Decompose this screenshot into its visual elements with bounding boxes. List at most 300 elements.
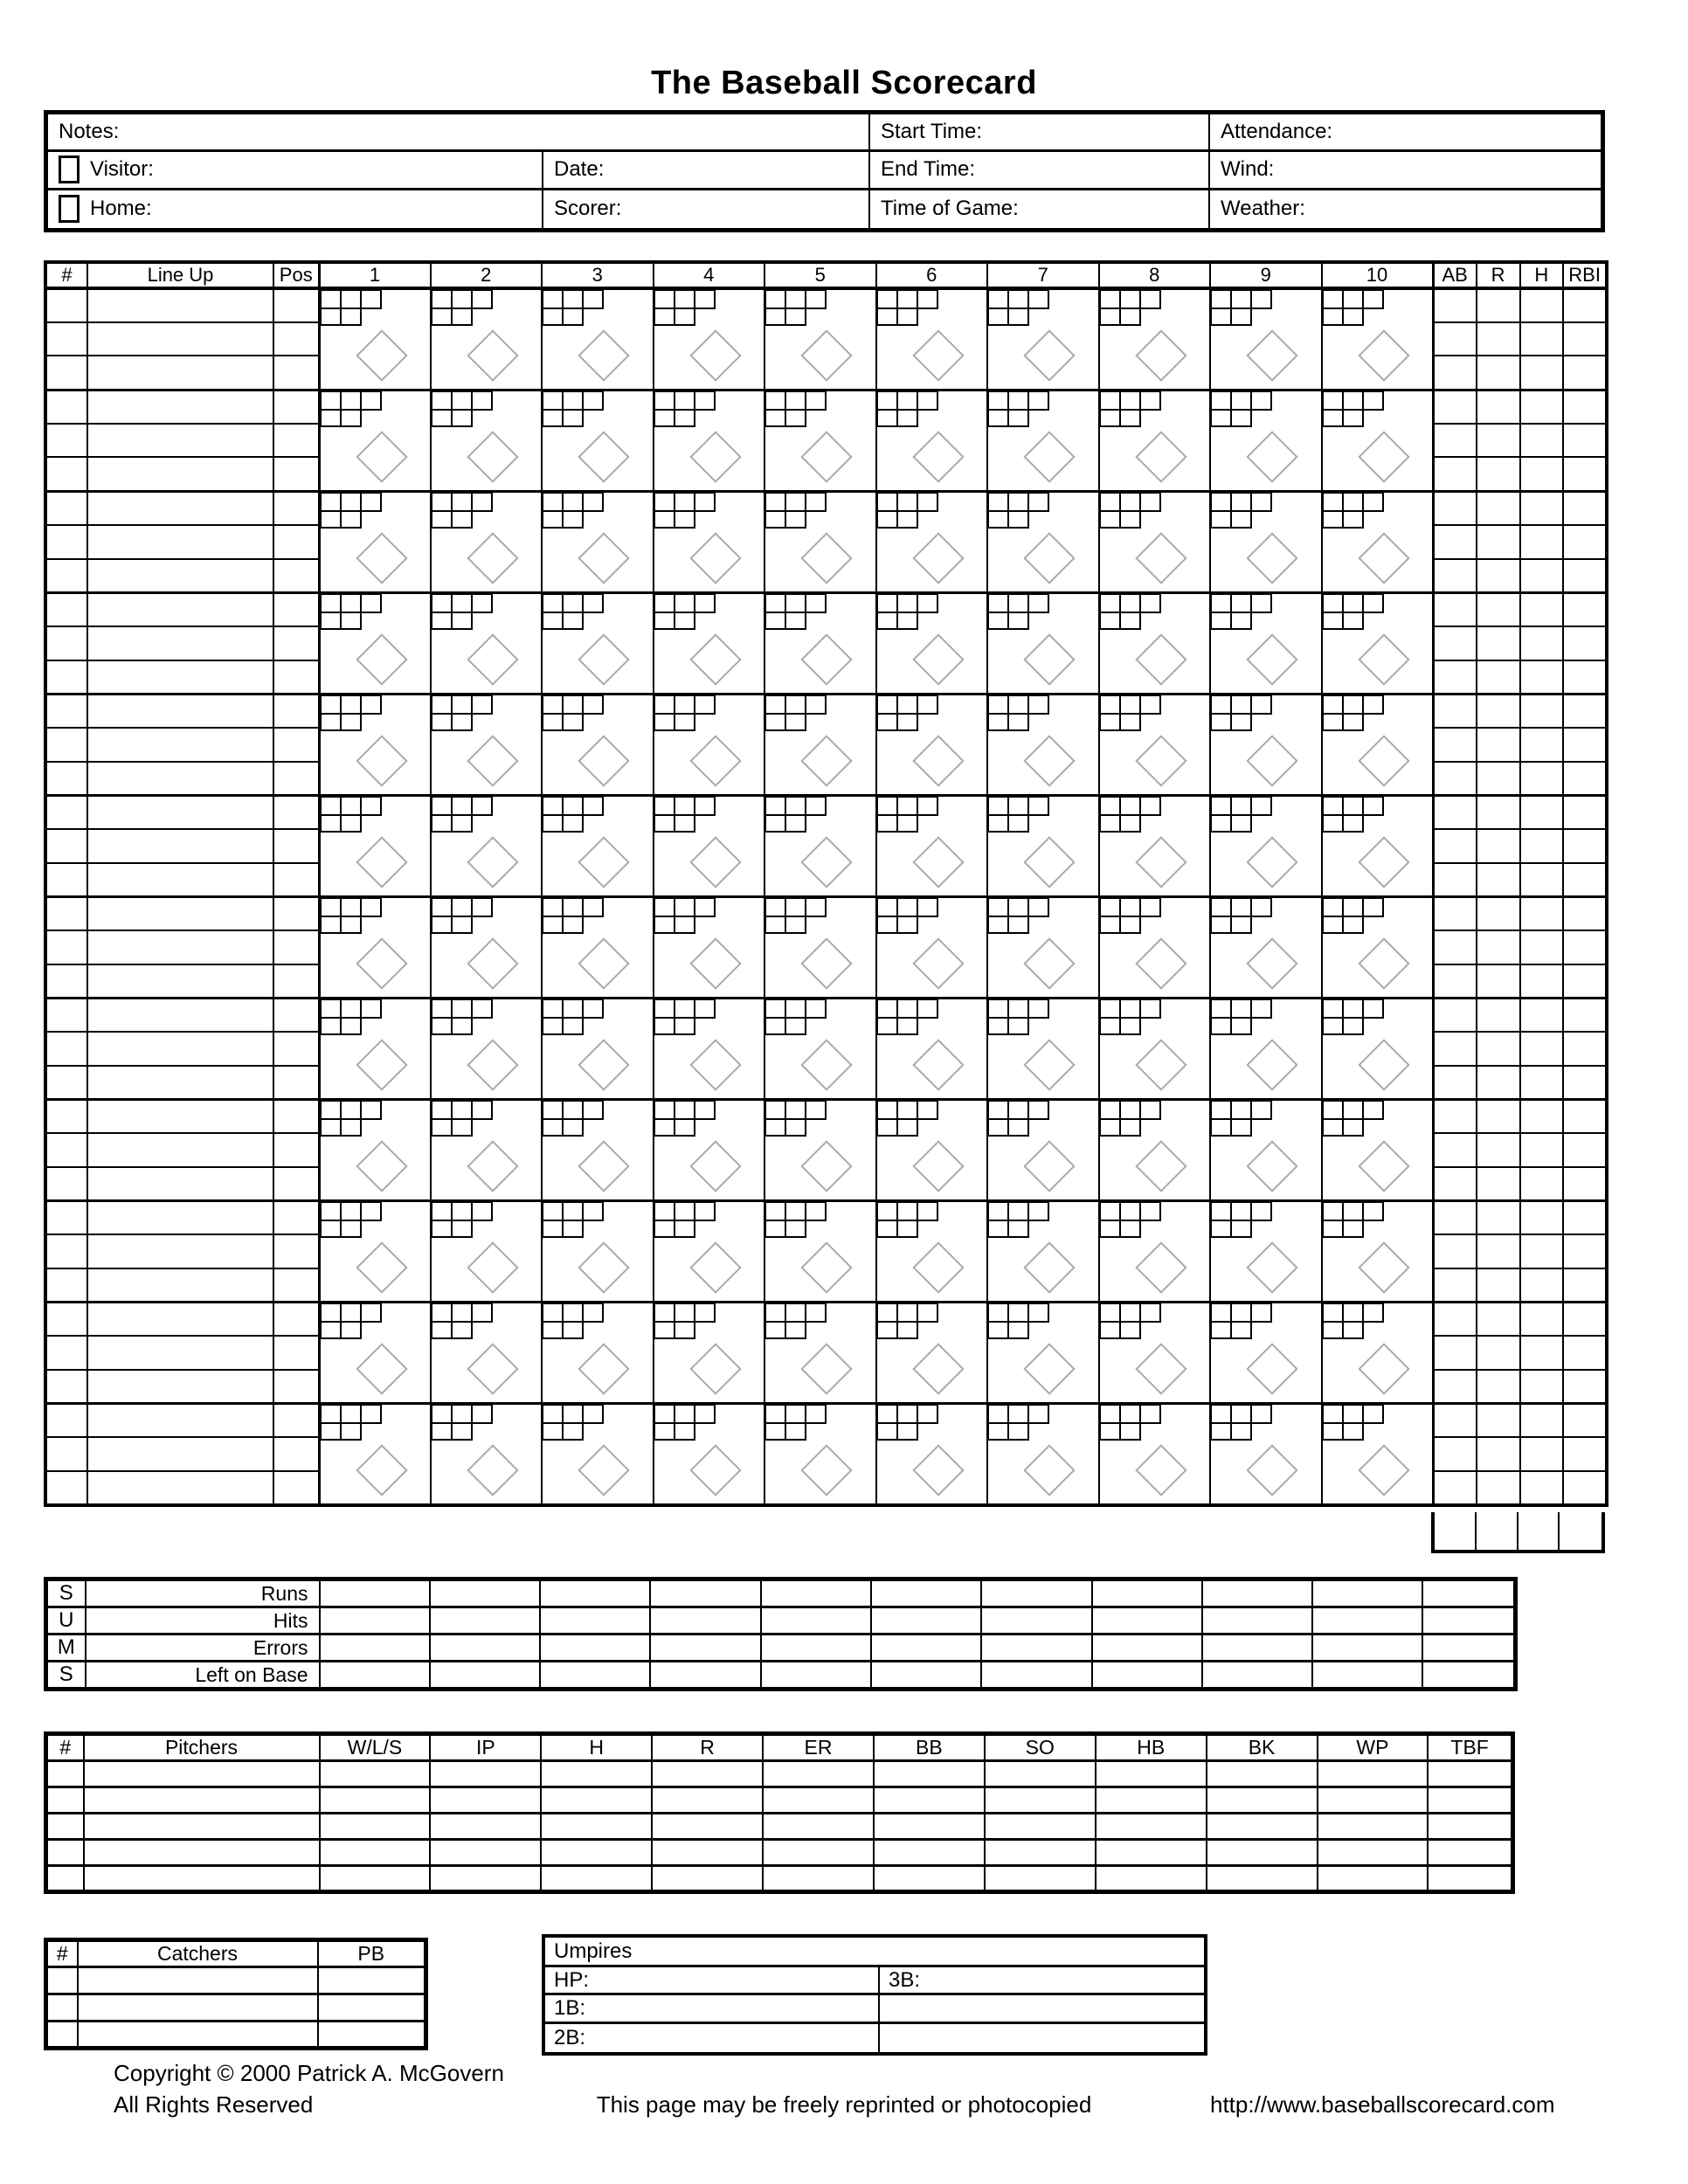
stat-cell[interactable] bbox=[1563, 1336, 1607, 1370]
player-number-cell[interactable] bbox=[45, 1032, 87, 1066]
inning-cell[interactable] bbox=[1099, 390, 1211, 491]
inning-cell[interactable] bbox=[1099, 491, 1211, 592]
pitch-count-grid[interactable] bbox=[654, 695, 715, 731]
player-number-cell[interactable] bbox=[45, 491, 87, 525]
player-number-cell[interactable] bbox=[45, 1234, 87, 1268]
pitch-count-grid[interactable] bbox=[876, 1404, 937, 1441]
scorer-field[interactable] bbox=[543, 190, 870, 228]
position-cell[interactable] bbox=[273, 1404, 319, 1438]
pitch-count-grid[interactable] bbox=[764, 593, 826, 630]
inning-cell[interactable] bbox=[431, 592, 543, 694]
stat-cell[interactable] bbox=[1433, 1437, 1477, 1471]
sum-cell[interactable] bbox=[430, 1607, 540, 1635]
player-number-cell[interactable] bbox=[45, 322, 87, 356]
position-cell[interactable] bbox=[273, 728, 319, 762]
stat-cell[interactable] bbox=[1477, 863, 1520, 897]
pitcher-cell[interactable] bbox=[430, 1840, 541, 1866]
stat-cell[interactable] bbox=[1477, 288, 1520, 322]
pitcher-cell[interactable] bbox=[320, 1761, 431, 1787]
stat-cell[interactable] bbox=[1477, 1404, 1520, 1438]
inning-cell[interactable] bbox=[1210, 1404, 1322, 1505]
stat-cell[interactable] bbox=[1433, 1370, 1477, 1404]
lineup-cell[interactable] bbox=[87, 288, 273, 322]
inning-cell[interactable] bbox=[319, 390, 431, 491]
position-cell[interactable] bbox=[273, 694, 319, 728]
player-number-cell[interactable] bbox=[45, 356, 87, 390]
stat-cell[interactable] bbox=[1563, 356, 1607, 390]
pitch-count-grid[interactable] bbox=[764, 999, 826, 1035]
pitch-count-grid[interactable] bbox=[1322, 695, 1383, 731]
lineup-cell[interactable] bbox=[87, 728, 273, 762]
pitch-count-grid[interactable] bbox=[431, 695, 492, 731]
sum-cell[interactable] bbox=[1092, 1635, 1202, 1662]
lineup-cell[interactable] bbox=[87, 1066, 273, 1100]
pitch-count-grid[interactable] bbox=[1210, 289, 1271, 326]
sum-cell[interactable] bbox=[1202, 1635, 1312, 1662]
pitch-count-grid[interactable] bbox=[542, 796, 603, 833]
inning-cell[interactable] bbox=[876, 1303, 988, 1404]
stat-total-cell[interactable] bbox=[1560, 1512, 1602, 1550]
pitcher-cell[interactable] bbox=[1096, 1761, 1207, 1787]
inning-cell[interactable] bbox=[1210, 998, 1322, 1099]
player-number-cell[interactable] bbox=[45, 863, 87, 897]
pitcher-cell[interactable] bbox=[1207, 1814, 1318, 1840]
pitcher-cell[interactable] bbox=[320, 1787, 431, 1814]
inning-cell[interactable] bbox=[987, 998, 1099, 1099]
inning-cell[interactable] bbox=[1099, 1201, 1211, 1303]
stat-cell[interactable] bbox=[1520, 1234, 1564, 1268]
pitch-count-grid[interactable] bbox=[876, 695, 937, 731]
pitch-count-grid[interactable] bbox=[987, 289, 1048, 326]
sum-cell[interactable] bbox=[430, 1635, 540, 1662]
pitch-count-grid[interactable] bbox=[431, 1201, 492, 1238]
stat-cell[interactable] bbox=[1520, 1167, 1564, 1201]
sum-cell[interactable] bbox=[871, 1579, 981, 1607]
inning-cell[interactable] bbox=[1210, 288, 1322, 390]
inning-cell[interactable] bbox=[987, 795, 1099, 896]
pitch-count-grid[interactable] bbox=[320, 796, 381, 833]
pitch-count-grid[interactable] bbox=[1322, 1404, 1383, 1441]
stat-cell[interactable] bbox=[1520, 457, 1564, 491]
stat-cell[interactable] bbox=[1563, 1303, 1607, 1337]
position-cell[interactable] bbox=[273, 964, 319, 999]
pitcher-cell[interactable] bbox=[874, 1866, 985, 1892]
pitch-count-grid[interactable] bbox=[764, 1100, 826, 1137]
catcher-cell[interactable] bbox=[318, 2022, 426, 2049]
stat-cell[interactable] bbox=[1563, 1201, 1607, 1235]
lineup-cell[interactable] bbox=[87, 1336, 273, 1370]
pitch-count-grid[interactable] bbox=[764, 289, 826, 326]
stat-cell[interactable] bbox=[1563, 288, 1607, 322]
stat-cell[interactable] bbox=[1433, 1133, 1477, 1167]
inning-cell[interactable] bbox=[654, 795, 765, 896]
pitch-count-grid[interactable] bbox=[431, 289, 492, 326]
pitch-count-grid[interactable] bbox=[987, 1201, 1048, 1238]
inning-cell[interactable] bbox=[876, 592, 988, 694]
position-cell[interactable] bbox=[273, 1437, 319, 1471]
lineup-cell[interactable] bbox=[87, 863, 273, 897]
inning-cell[interactable] bbox=[319, 998, 431, 1099]
pitch-count-grid[interactable] bbox=[764, 1201, 826, 1238]
inning-cell[interactable] bbox=[987, 1303, 1099, 1404]
home-field[interactable] bbox=[48, 190, 543, 228]
pitch-count-grid[interactable] bbox=[987, 796, 1048, 833]
stat-cell[interactable] bbox=[1520, 626, 1564, 660]
player-number-cell[interactable] bbox=[45, 626, 87, 660]
pitch-count-grid[interactable] bbox=[320, 1100, 381, 1137]
inning-cell[interactable] bbox=[319, 592, 431, 694]
pitch-count-grid[interactable] bbox=[876, 1100, 937, 1137]
player-number-cell[interactable] bbox=[45, 930, 87, 964]
lineup-cell[interactable] bbox=[87, 829, 273, 863]
pitch-count-grid[interactable] bbox=[764, 695, 826, 731]
pitch-count-grid[interactable] bbox=[320, 390, 381, 427]
stat-cell[interactable] bbox=[1520, 930, 1564, 964]
catcher-cell[interactable] bbox=[46, 1967, 78, 1994]
pitch-count-grid[interactable] bbox=[1099, 796, 1160, 833]
player-number-cell[interactable] bbox=[45, 964, 87, 999]
sum-cell[interactable] bbox=[650, 1635, 760, 1662]
umpire-3b-field[interactable] bbox=[880, 1967, 1204, 1995]
stat-cell[interactable] bbox=[1563, 1032, 1607, 1066]
inning-cell[interactable] bbox=[764, 390, 876, 491]
stat-cell[interactable] bbox=[1520, 322, 1564, 356]
stat-cell[interactable] bbox=[1433, 795, 1477, 829]
lineup-cell[interactable] bbox=[87, 998, 273, 1032]
lineup-cell[interactable] bbox=[87, 390, 273, 424]
pitch-count-grid[interactable] bbox=[1322, 492, 1383, 529]
pitch-count-grid[interactable] bbox=[1099, 1100, 1160, 1137]
stat-cell[interactable] bbox=[1563, 1370, 1607, 1404]
pitcher-cell[interactable] bbox=[1207, 1866, 1318, 1892]
lineup-cell[interactable] bbox=[87, 626, 273, 660]
player-number-cell[interactable] bbox=[45, 1133, 87, 1167]
inning-cell[interactable] bbox=[319, 1404, 431, 1505]
inning-cell[interactable] bbox=[1322, 896, 1434, 998]
player-number-cell[interactable] bbox=[45, 1437, 87, 1471]
stat-cell[interactable] bbox=[1433, 1234, 1477, 1268]
catcher-cell[interactable] bbox=[46, 1994, 78, 2022]
pitch-count-grid[interactable] bbox=[654, 796, 715, 833]
position-cell[interactable] bbox=[273, 1032, 319, 1066]
pitcher-cell[interactable] bbox=[985, 1814, 1096, 1840]
lineup-cell[interactable] bbox=[87, 1437, 273, 1471]
position-cell[interactable] bbox=[273, 1370, 319, 1404]
pitch-count-grid[interactable] bbox=[654, 492, 715, 529]
stat-cell[interactable] bbox=[1477, 660, 1520, 695]
pitcher-cell[interactable] bbox=[320, 1840, 431, 1866]
stat-cell[interactable] bbox=[1477, 1336, 1520, 1370]
stat-cell[interactable] bbox=[1433, 1471, 1477, 1505]
inning-cell[interactable] bbox=[319, 491, 431, 592]
sum-cell[interactable] bbox=[650, 1607, 760, 1635]
umpire-blank-cell[interactable] bbox=[880, 1995, 1204, 2023]
stat-cell[interactable] bbox=[1520, 1268, 1564, 1303]
pitcher-cell[interactable] bbox=[1207, 1840, 1318, 1866]
lineup-cell[interactable] bbox=[87, 322, 273, 356]
inning-cell[interactable] bbox=[1210, 592, 1322, 694]
stat-cell[interactable] bbox=[1520, 1201, 1564, 1235]
stat-cell[interactable] bbox=[1477, 998, 1520, 1032]
sum-cell[interactable] bbox=[761, 1579, 871, 1607]
stat-cell[interactable] bbox=[1520, 356, 1564, 390]
player-number-cell[interactable] bbox=[45, 896, 87, 930]
inning-cell[interactable] bbox=[542, 1303, 654, 1404]
catcher-cell[interactable] bbox=[78, 1967, 318, 1994]
pitch-count-grid[interactable] bbox=[542, 1100, 603, 1137]
stat-cell[interactable] bbox=[1520, 525, 1564, 559]
sum-cell[interactable] bbox=[981, 1635, 1091, 1662]
sum-cell[interactable] bbox=[1422, 1579, 1515, 1607]
stat-cell[interactable] bbox=[1477, 424, 1520, 458]
inning-cell[interactable] bbox=[1322, 491, 1434, 592]
stat-cell[interactable] bbox=[1477, 322, 1520, 356]
inning-cell[interactable] bbox=[876, 998, 988, 1099]
visitor-field[interactable] bbox=[48, 152, 543, 190]
player-number-cell[interactable] bbox=[45, 525, 87, 559]
inning-cell[interactable] bbox=[431, 1404, 543, 1505]
pitch-count-grid[interactable] bbox=[1322, 1100, 1383, 1137]
player-number-cell[interactable] bbox=[45, 288, 87, 322]
stat-total-cell[interactable] bbox=[1477, 1512, 1519, 1550]
pitch-count-grid[interactable] bbox=[1099, 999, 1160, 1035]
inning-cell[interactable] bbox=[319, 1100, 431, 1201]
inning-cell[interactable] bbox=[654, 896, 765, 998]
stat-cell[interactable] bbox=[1477, 1032, 1520, 1066]
stat-cell[interactable] bbox=[1433, 1201, 1477, 1235]
stat-cell[interactable] bbox=[1520, 424, 1564, 458]
inning-cell[interactable] bbox=[431, 896, 543, 998]
inning-cell[interactable] bbox=[431, 694, 543, 795]
player-number-cell[interactable] bbox=[45, 694, 87, 728]
inning-cell[interactable] bbox=[876, 896, 988, 998]
player-number-cell[interactable] bbox=[45, 998, 87, 1032]
pitcher-cell[interactable] bbox=[1428, 1814, 1512, 1840]
inning-cell[interactable] bbox=[542, 896, 654, 998]
inning-cell[interactable] bbox=[542, 288, 654, 390]
inning-cell[interactable] bbox=[876, 288, 988, 390]
pitch-count-grid[interactable] bbox=[876, 897, 937, 934]
stat-cell[interactable] bbox=[1520, 863, 1564, 897]
position-cell[interactable] bbox=[273, 525, 319, 559]
lineup-cell[interactable] bbox=[87, 964, 273, 999]
pitcher-cell[interactable] bbox=[763, 1787, 874, 1814]
umpire-2b-field[interactable] bbox=[545, 2024, 880, 2052]
stat-cell[interactable] bbox=[1433, 829, 1477, 863]
pitcher-cell[interactable] bbox=[46, 1761, 84, 1787]
pitch-count-grid[interactable] bbox=[1099, 1303, 1160, 1339]
stat-cell[interactable] bbox=[1477, 762, 1520, 796]
pitch-count-grid[interactable] bbox=[542, 897, 603, 934]
stat-cell[interactable] bbox=[1477, 356, 1520, 390]
inning-cell[interactable] bbox=[987, 491, 1099, 592]
pitch-count-grid[interactable] bbox=[542, 289, 603, 326]
pitch-count-grid[interactable] bbox=[320, 1303, 381, 1339]
stat-cell[interactable] bbox=[1433, 322, 1477, 356]
lineup-cell[interactable] bbox=[87, 896, 273, 930]
inning-cell[interactable] bbox=[1322, 795, 1434, 896]
player-number-cell[interactable] bbox=[45, 1303, 87, 1337]
inning-cell[interactable] bbox=[987, 694, 1099, 795]
inning-cell[interactable] bbox=[542, 795, 654, 896]
pitcher-cell[interactable] bbox=[46, 1840, 84, 1866]
lineup-cell[interactable] bbox=[87, 1234, 273, 1268]
stat-cell[interactable] bbox=[1477, 1167, 1520, 1201]
lineup-cell[interactable] bbox=[87, 491, 273, 525]
pitcher-cell[interactable] bbox=[1096, 1866, 1207, 1892]
pitch-count-grid[interactable] bbox=[1099, 1201, 1160, 1238]
inning-cell[interactable] bbox=[987, 390, 1099, 491]
stat-cell[interactable] bbox=[1520, 1471, 1564, 1505]
visitor-checkbox[interactable] bbox=[59, 156, 80, 183]
position-cell[interactable] bbox=[273, 1167, 319, 1201]
stat-cell[interactable] bbox=[1477, 1066, 1520, 1100]
stat-cell[interactable] bbox=[1563, 424, 1607, 458]
lineup-cell[interactable] bbox=[87, 1100, 273, 1134]
pitch-count-grid[interactable] bbox=[987, 492, 1048, 529]
inning-cell[interactable] bbox=[319, 795, 431, 896]
lineup-cell[interactable] bbox=[87, 660, 273, 695]
lineup-cell[interactable] bbox=[87, 1201, 273, 1235]
stat-cell[interactable] bbox=[1477, 896, 1520, 930]
stat-cell[interactable] bbox=[1520, 762, 1564, 796]
inning-cell[interactable] bbox=[764, 795, 876, 896]
pitch-count-grid[interactable] bbox=[1210, 1404, 1271, 1441]
inning-cell[interactable] bbox=[1099, 1100, 1211, 1201]
pitcher-cell[interactable] bbox=[1428, 1866, 1512, 1892]
inning-cell[interactable] bbox=[764, 998, 876, 1099]
pitch-count-grid[interactable] bbox=[764, 492, 826, 529]
inning-cell[interactable] bbox=[1099, 795, 1211, 896]
catcher-cell[interactable] bbox=[78, 1994, 318, 2022]
stat-cell[interactable] bbox=[1520, 1336, 1564, 1370]
stat-cell[interactable] bbox=[1563, 660, 1607, 695]
stat-cell[interactable] bbox=[1520, 592, 1564, 626]
inning-cell[interactable] bbox=[319, 694, 431, 795]
inning-cell[interactable] bbox=[1099, 1404, 1211, 1505]
lineup-cell[interactable] bbox=[87, 457, 273, 491]
sum-cell[interactable] bbox=[320, 1607, 430, 1635]
stat-cell[interactable] bbox=[1433, 728, 1477, 762]
pitcher-cell[interactable] bbox=[985, 1866, 1096, 1892]
stat-cell[interactable] bbox=[1520, 1303, 1564, 1337]
umpire-hp-field[interactable] bbox=[545, 1967, 880, 1995]
lineup-cell[interactable] bbox=[87, 525, 273, 559]
lineup-cell[interactable] bbox=[87, 424, 273, 458]
inning-cell[interactable] bbox=[1099, 896, 1211, 998]
pitch-count-grid[interactable] bbox=[764, 796, 826, 833]
stat-cell[interactable] bbox=[1433, 964, 1477, 999]
stat-cell[interactable] bbox=[1563, 1167, 1607, 1201]
pitch-count-grid[interactable] bbox=[542, 492, 603, 529]
inning-cell[interactable] bbox=[764, 1100, 876, 1201]
pitcher-cell[interactable] bbox=[541, 1761, 652, 1787]
stat-cell[interactable] bbox=[1433, 1303, 1477, 1337]
pitcher-cell[interactable] bbox=[541, 1866, 652, 1892]
pitch-count-grid[interactable] bbox=[1099, 593, 1160, 630]
stat-cell[interactable] bbox=[1477, 728, 1520, 762]
inning-cell[interactable] bbox=[1322, 998, 1434, 1099]
stat-cell[interactable] bbox=[1563, 896, 1607, 930]
stat-cell[interactable] bbox=[1520, 964, 1564, 999]
player-number-cell[interactable] bbox=[45, 559, 87, 593]
time-of-game-field[interactable] bbox=[870, 190, 1210, 228]
stat-cell[interactable] bbox=[1477, 1437, 1520, 1471]
pitch-count-grid[interactable] bbox=[987, 1303, 1048, 1339]
position-cell[interactable] bbox=[273, 1336, 319, 1370]
pitcher-cell[interactable] bbox=[541, 1840, 652, 1866]
sum-cell[interactable] bbox=[981, 1579, 1091, 1607]
pitcher-cell[interactable] bbox=[874, 1787, 985, 1814]
inning-cell[interactable] bbox=[764, 592, 876, 694]
pitch-count-grid[interactable] bbox=[654, 1201, 715, 1238]
inning-cell[interactable] bbox=[987, 288, 1099, 390]
pitcher-cell[interactable] bbox=[874, 1814, 985, 1840]
stat-total-cell[interactable] bbox=[1435, 1512, 1477, 1550]
stat-cell[interactable] bbox=[1477, 1370, 1520, 1404]
pitch-count-grid[interactable] bbox=[654, 999, 715, 1035]
position-cell[interactable] bbox=[273, 1066, 319, 1100]
pitch-count-grid[interactable] bbox=[654, 1303, 715, 1339]
stat-cell[interactable] bbox=[1477, 525, 1520, 559]
stat-cell[interactable] bbox=[1477, 592, 1520, 626]
pitch-count-grid[interactable] bbox=[876, 492, 937, 529]
position-cell[interactable] bbox=[273, 1201, 319, 1235]
pitcher-cell[interactable] bbox=[985, 1787, 1096, 1814]
sum-cell[interactable] bbox=[1202, 1579, 1312, 1607]
pitcher-cell[interactable] bbox=[1318, 1840, 1429, 1866]
sum-cell[interactable] bbox=[1312, 1579, 1422, 1607]
inning-cell[interactable] bbox=[431, 1201, 543, 1303]
pitch-count-grid[interactable] bbox=[654, 289, 715, 326]
inning-cell[interactable] bbox=[654, 1100, 765, 1201]
pitcher-cell[interactable] bbox=[320, 1866, 431, 1892]
position-cell[interactable] bbox=[273, 424, 319, 458]
pitcher-cell[interactable] bbox=[541, 1814, 652, 1840]
lineup-cell[interactable] bbox=[87, 1167, 273, 1201]
inning-cell[interactable] bbox=[876, 491, 988, 592]
position-cell[interactable] bbox=[273, 390, 319, 424]
stat-cell[interactable] bbox=[1477, 457, 1520, 491]
pitch-count-grid[interactable] bbox=[1210, 1100, 1271, 1137]
pitch-count-grid[interactable] bbox=[1210, 897, 1271, 934]
position-cell[interactable] bbox=[273, 762, 319, 796]
lineup-cell[interactable] bbox=[87, 762, 273, 796]
pitch-count-grid[interactable] bbox=[542, 1201, 603, 1238]
player-number-cell[interactable] bbox=[45, 424, 87, 458]
stat-cell[interactable] bbox=[1433, 525, 1477, 559]
sum-cell[interactable] bbox=[1422, 1607, 1515, 1635]
pitch-count-grid[interactable] bbox=[876, 999, 937, 1035]
inning-cell[interactable] bbox=[654, 288, 765, 390]
pitcher-cell[interactable] bbox=[84, 1787, 320, 1814]
stat-cell[interactable] bbox=[1563, 457, 1607, 491]
stat-total-cell[interactable] bbox=[1519, 1512, 1560, 1550]
pitcher-cell[interactable] bbox=[84, 1761, 320, 1787]
sum-cell[interactable] bbox=[1092, 1579, 1202, 1607]
pitch-count-grid[interactable] bbox=[542, 999, 603, 1035]
pitch-count-grid[interactable] bbox=[431, 796, 492, 833]
pitcher-cell[interactable] bbox=[652, 1866, 763, 1892]
stat-cell[interactable] bbox=[1563, 1066, 1607, 1100]
pitcher-cell[interactable] bbox=[874, 1761, 985, 1787]
inning-cell[interactable] bbox=[1099, 1303, 1211, 1404]
pitch-count-grid[interactable] bbox=[1322, 1201, 1383, 1238]
stat-cell[interactable] bbox=[1477, 559, 1520, 593]
stat-cell[interactable] bbox=[1563, 559, 1607, 593]
stat-cell[interactable] bbox=[1520, 1100, 1564, 1134]
stat-cell[interactable] bbox=[1563, 1100, 1607, 1134]
